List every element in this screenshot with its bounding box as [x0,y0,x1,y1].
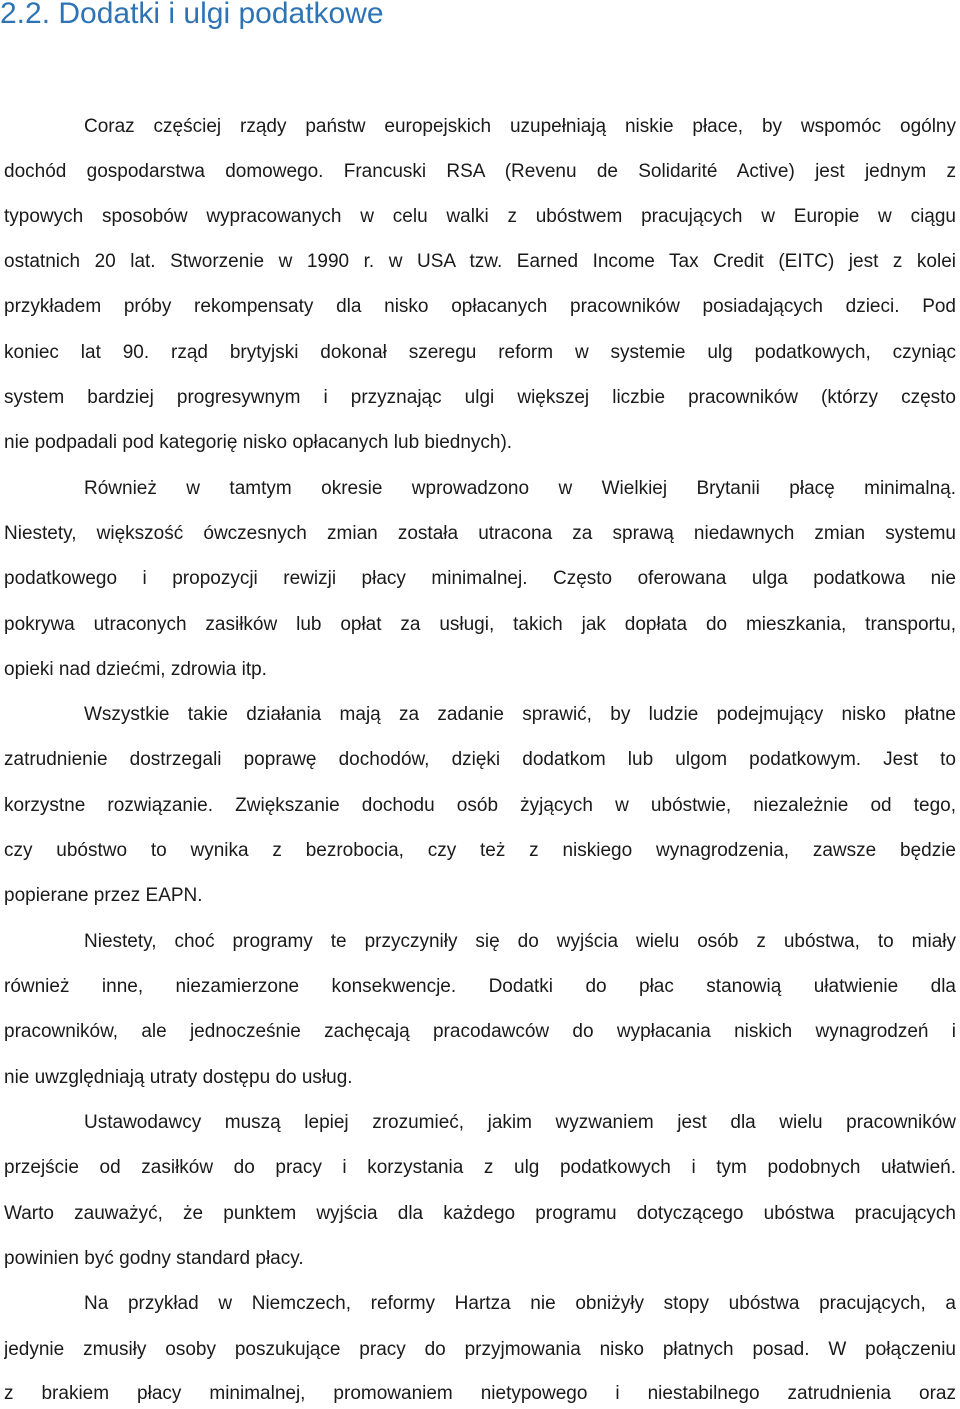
paragraph-line: opieki nad dziećmi, zdrowia itp. [4,659,267,680]
paragraph-line: czy ubóstwo to wynika z bezrobocia, czy też z niskiego wynagrodzenia, zawsze będzie [4,840,956,861]
paragraph-line: korzystne rozwiązanie. Zwiększanie dochodu osób żyjących w ubóstwie, niezależnie od tego, [4,795,956,816]
paragraph-line: Na przykład w Niemczech, reformy Hartza nie obniżyły stopy ubóstwa pracujących, a [84,1293,956,1314]
paragraph-line: również inne, niezamierzone konsekwencje. Dodatki do płac stanowią ułatwienie dla [4,976,956,997]
paragraph-line: Ustawodawcy muszą lepiej zrozumieć, jakim wyzwaniem jest dla wielu pracowników [84,1112,956,1133]
paragraph-line: Niestety, większość ówczesnych zmian została utracona za sprawą niedawnych zmian systemu [4,523,956,544]
paragraph-line: koniec lat 90. rząd brytyjski dokonał szeregu reform w systemie ulg podatkowych, czyniąc [4,342,956,363]
paragraph-line: ostatnich 20 lat. Stworzenie w 1990 r. w USA tzw. Earned Income Tax Credit (EITC) jest z kolei [4,251,956,272]
paragraph-line: przykładem próby rekompensaty dla nisko opłacanych pracowników posiadających dzieci. Pod [4,296,956,317]
paragraph-line: Warto zauważyć, że punktem wyjścia dla każdego programu dotyczącego ubóstwa pracujących [4,1203,956,1224]
paragraph-line: pracowników, ale jednocześnie zachęcają pracodawców do wypłacania niskich wynagrodzeń i [4,1021,956,1042]
paragraph-line: Również w tamtym okresie wprowadzono w Wielkiej Brytanii płacę minimalną. [84,478,956,499]
paragraph-line: Wszystkie takie działania mają za zadanie sprawić, by ludzie podejmujący nisko płatne [84,704,956,725]
paragraph-line: Niestety, choć programy te przyczyniły się do wyjścia wielu osób z ubóstwa, to miały [84,931,956,952]
paragraph-line: nie uwzględniają utraty dostępu do usług. [4,1067,353,1088]
paragraph-line: z brakiem płacy minimalnej, promowaniem nietypowego i niestabilnego zatrudnienia oraz [4,1383,956,1404]
paragraph-line: nie podpadali pod kategorię nisko opłacanych lub biednych). [4,432,513,453]
paragraph-line: dochód gospodarstwa domowego. Francuski RSA (Revenu de Solidarité Active) jest jednym z [4,161,956,182]
paragraph-line: popierane przez EAPN. [4,885,203,906]
paragraph-line: jedynie zmusiły osoby poszukujące pracy do przyjmowania nisko płatnych posad. W połączeniu [4,1339,956,1360]
paragraph-line: system bardziej progresywnym i przyznając ulgi większej liczbie pracowników (którzy często [4,387,956,408]
paragraph-line: podatkowego i propozycji rewizji płacy minimalnej. Często oferowana ulga podatkowa nie [4,568,956,589]
paragraph-line: Coraz częściej rządy państw europejskich uzupełniają niskie płace, by wspomóc ogólny [84,116,956,137]
section-heading: 2.2. Dodatki i ulgi podatkowe [0,0,384,30]
paragraph-line: zatrudnienie dostrzegali poprawę dochodów, dzięki dodatkom lub ulgom podatkowym. Jest to [4,749,956,770]
paragraph-line: pokrywa utraconych zasiłków lub opłat za usługi, takich jak dopłata do mieszkania, transportu, [4,614,956,635]
paragraph-line: typowych sposobów wypracowanych w celu walki z ubóstwem pracujących w Europie w ciągu [4,206,956,227]
paragraph-line: przejście od zasiłków do pracy i korzystania z ulg podatkowych i tym podobnych ułatwień. [4,1157,956,1178]
paragraph-line: powinien być godny standard płacy. [4,1248,304,1269]
